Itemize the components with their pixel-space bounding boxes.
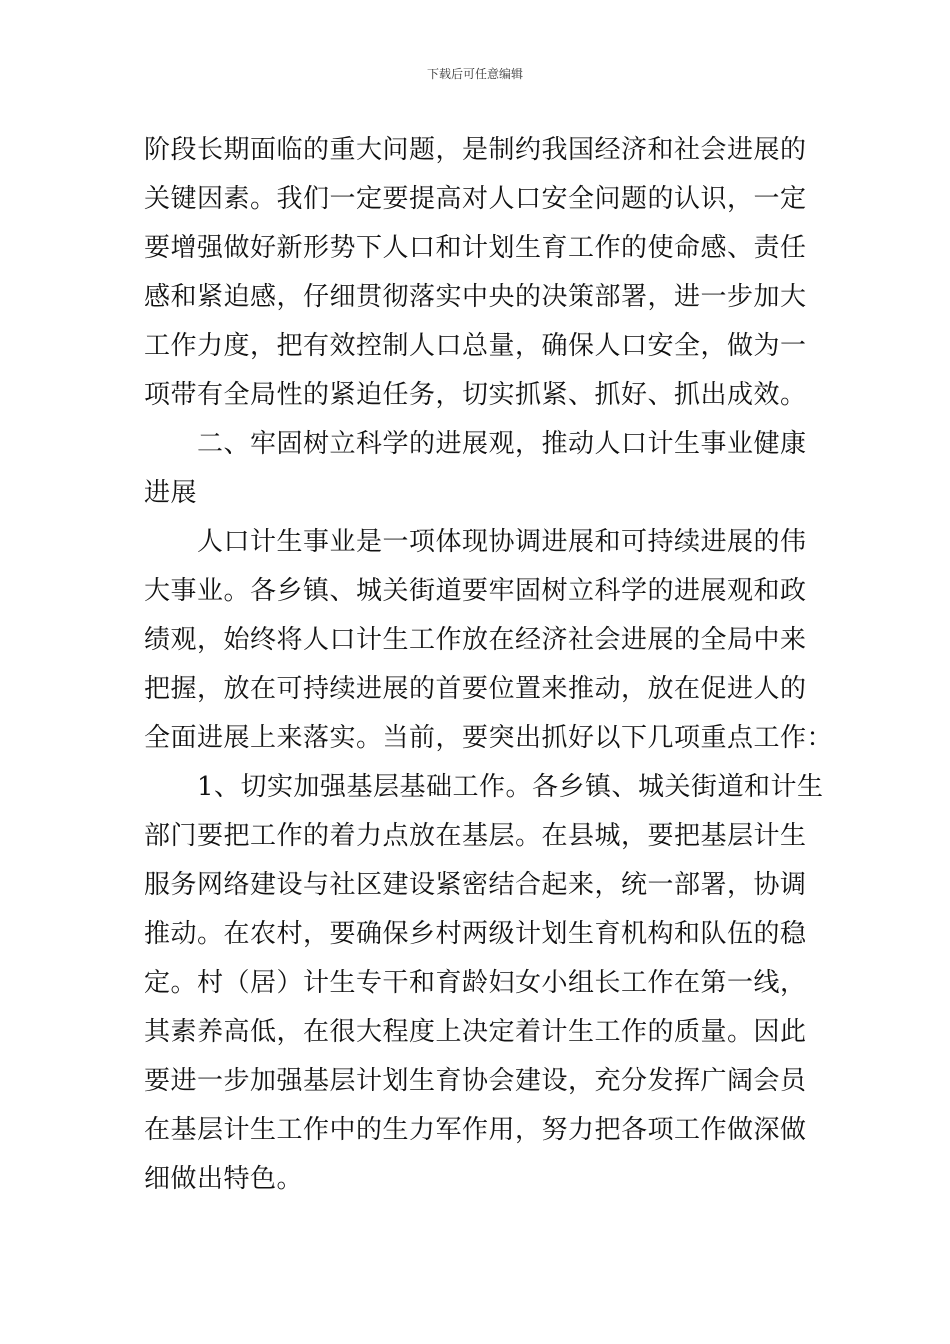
text-line: 工作力度，把有效控制人口总量，确保人口安全，做为一	[144, 331, 807, 361]
text-line: 感和紧迫感，仔细贯彻落实中央的决策部署，进一步加大	[144, 282, 807, 312]
text-line: 要进一步加强基层计划生育协会建设，充分发挥广阔会员	[144, 1066, 807, 1096]
text-line: 服务网络建设与社区建设紧密结合起来，统一部署，协调	[144, 870, 807, 900]
text-line: 在基层计生工作中的生力军作用，努力把各项工作做深做	[144, 1115, 807, 1145]
text-line: 绩观，始终将人口计生工作放在经济社会进展的全局中来	[144, 625, 807, 655]
text-line: 其素养高低，在很大程度上决定着计生工作的质量。因此	[144, 1017, 807, 1047]
text-line: 要增强做好新形势下人口和计划生育工作的使命感、责任	[144, 233, 807, 263]
text-line: 人口计生事业是一项体现协调进展和可持续进展的伟	[144, 527, 807, 557]
text-line: 关键因素。我们一定要提高对人口安全问题的认识，一定	[144, 184, 807, 214]
text-line: 定。村（居）计生专干和育龄妇女小组长工作在第一线，	[144, 968, 807, 998]
text-line: 阶段长期面临的重大问题，是制约我国经济和社会进展的	[144, 135, 807, 165]
page-header-note: 下载后可任意编辑	[426, 67, 523, 81]
text-line: 项带有全局性的紧迫任务，切实抓紧、抓好、抓出成效。	[144, 380, 807, 410]
text-line: 把握，放在可持续进展的首要位置来推动，放在促进人的	[144, 674, 807, 704]
text-line: 细做出特色。	[144, 1164, 304, 1194]
text-line: 部门要把工作的着力点放在基层。在县城，要把基层计生	[144, 821, 807, 851]
document-body	[144, 126, 834, 1204]
text-line: 大事业。各乡镇、城关街道要牢固树立科学的进展观和政	[144, 576, 807, 606]
section-heading-line: 进展	[144, 478, 198, 508]
text-line: 推动。在农村，要确保乡村两级计划生育机构和队伍的稳	[144, 919, 807, 949]
text-line: 1、切实加强基层基础工作。各乡镇、城关街道和计生	[144, 772, 824, 802]
section-heading-line: 二、牢固树立科学的进展观，推动人口计生事业健康	[144, 429, 807, 459]
text-line: 全面进展上来落实。当前，要突出抓好以下几项重点工作：	[144, 723, 834, 753]
